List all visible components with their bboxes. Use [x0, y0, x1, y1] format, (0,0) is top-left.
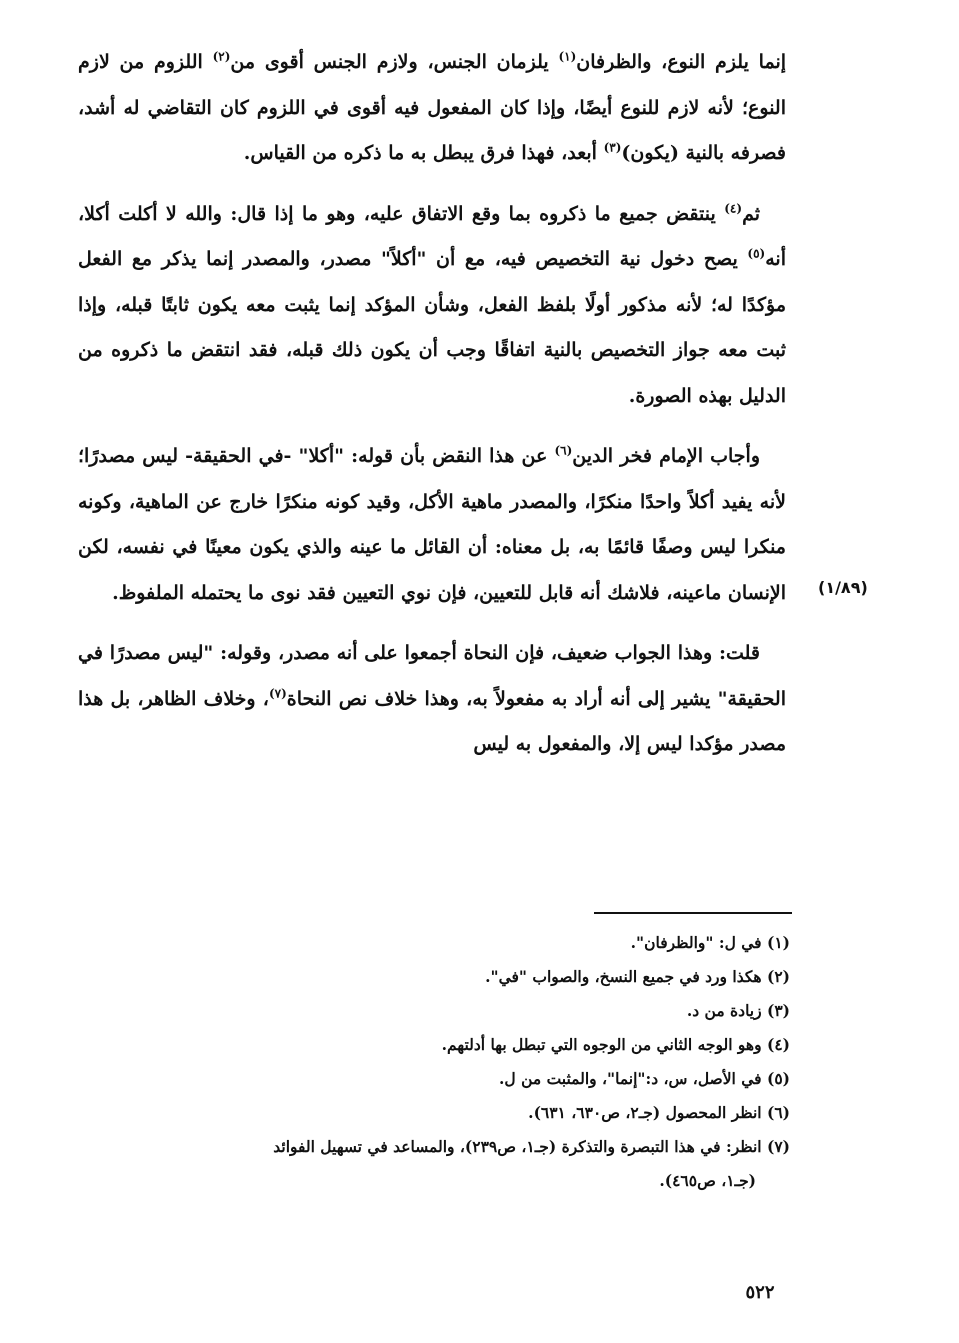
footnote-7-continuation: (جـ١، ص٤٦٥). — [659, 1171, 756, 1190]
footnote-marker-4: (٤) — [724, 201, 743, 216]
text-run: يصح دخول نية التخصيص فيه، مع أن "أكلاً" مصدر، والمصدر إنما يذكر مع الفعل مؤكدًا له؛ لأنه مذكور أولًا بلفظ الفعل، وشأن المؤكد إنما يثبت معه يكون ثابتًا قبله، وإذا ثبت معه جواز التخصيص بالنية اتفاقًا وجب أن يكون ذلك قبله، فقد انتقض ما ذكروه من الدليل بهذه الصورة. — [78, 248, 786, 407]
footnote-1: (١) في ل: "والظرفان". — [630, 933, 790, 952]
main-text — [78, 40, 786, 783]
text-run: يلزمان الجنس، ولازم الجنس أقوى من — [230, 51, 559, 73]
text-run: ثم — [742, 202, 760, 225]
paragraph-4 — [78, 631, 786, 768]
footnote-3: (٣) زيادة من د. — [686, 1001, 790, 1020]
footnote-4: (٤) وهو الوجه الثاني من الوجوه التي تبطل بها أدلتهم. — [441, 1035, 790, 1054]
paragraph-1 — [78, 40, 786, 177]
footnote-7: (٧) انظر: في هذا التبصرة والتذكرة (جـ١، ص٢٣٩)، والمساعد في تسهيل الفوائد — [273, 1137, 790, 1156]
footnote-marker-6: (٦) — [554, 443, 573, 458]
page-number: ٥٢٢ — [745, 1282, 775, 1303]
paragraph-2 — [78, 192, 786, 420]
footnote-6: (٦) انظر المحصول (جـ٢، ص٦٣٠، ٦٣١). — [528, 1103, 790, 1122]
footnote-5: (٥) في الأصل، س، د:"إنما"، والمثبت من ل. — [499, 1069, 790, 1088]
text-run: أبعد، فهذا فرق يبطل به ما ذكره من القياس. — [243, 142, 604, 164]
paragraph-3 — [78, 434, 786, 616]
footnote-marker-7: (٧) — [268, 686, 287, 701]
manuscript-folio-reference: (١/٨٩) — [818, 578, 868, 597]
footnotes — [78, 926, 790, 1198]
text-run: قلت: وهذا الجواب ضعيف، فإن النحاة أجمعوا على أنه مصدر، وقوله: "ليس مصدرًا في الحقيقة" يشير إلى أنه أراد به مفعولاً به، وهذا خلاف نص النحاة — [78, 642, 786, 710]
text-run: ينتقض جميع ما ذكروه بما وقع الاتفاق عليه، وهو ما إذا قال: والله لا أكلت أكلا، أنه — [78, 202, 786, 270]
text-run: اللزوم من لازم النوع؛ لأنه لازم للنوع أيضًا، وإذا كان المفعول فيه أقوى في اللزوم كان التقاضي له أشد، فصرفه بالنية (يكون) — [78, 51, 786, 164]
footnote-separator — [594, 912, 792, 914]
footnote-2: (٢) هكذا ورد في جميع النسخ، والصواب "في". — [485, 967, 790, 986]
text-run: إنما يلزم النوع، والظرفان — [576, 51, 787, 73]
footnote-marker-5: (٥) — [747, 246, 766, 261]
text-run: وأجاب الإمام فخر الدين — [572, 445, 760, 467]
text-run: ، وخلاف الظاهر، بل هذا مصدر مؤكدا ليس إلا، والمفعول به ليس — [78, 687, 786, 755]
text-run: عن هذا النقض بأن قوله: "أكلا" -في الحقيقة- ليس مصدرًا؛ لأنه يفيد أكلاً واحدًا منكرًا، والمصدر ماهية الأكل، وقيد كونه منكرًا خارج عن الماهية، وكونه منكرا ليس وصفًا قائمًا به، بل معناه: أن القائل ما عينه والذي يكون معينًا في نفسه، لكن الإنسان ماعينه، فلاشك أنه قابل للتعيين، فإن نوي التعيين فقد نوى ما يحتمله الملفوظ. — [78, 445, 786, 604]
footnote-marker-1: (١) — [558, 49, 577, 64]
footnote-marker-2: (٢) — [212, 49, 231, 64]
footnote-marker-3: (٣) — [603, 140, 622, 155]
